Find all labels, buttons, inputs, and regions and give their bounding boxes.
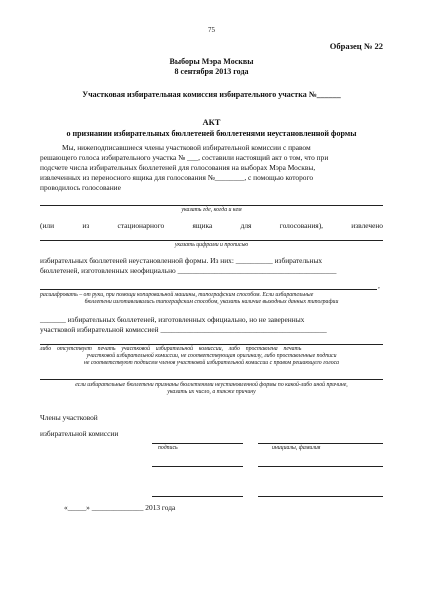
paragraph-3-line-2: бюллетеней, изготовленных неофициально ___________________________________________ [40,266,337,275]
either-fill-line [40,344,383,345]
election-date: 8 сентября 2013 года [174,67,249,76]
paragraph-4-line-1: _______ избирательных бюллетеней, изготовленных официально, но не заверенных [40,315,305,324]
hint-either-line-2: участковой избирательной комиссии, не соответствующая оригиналу, либо проставленные подписи [86,353,337,359]
p2-word: ящика [192,221,213,230]
act-date: «_____» ______________ 2013 года [64,503,176,512]
p2-word: стационарного [117,221,165,230]
members-label-line-2: избирательной комиссии [40,429,119,438]
hint-reason-line-2: указать их число, а также причину [167,389,256,395]
initials-line [258,466,383,467]
election-title: Выборы Мэра Москвы [169,57,254,66]
act-subtitle: о признании избирательных бюллетеней бюллетенями неустановленной формы [66,129,357,138]
hint-either-line-1: либо отсутствует печать участковой избирательной комиссии, либо проставлена печать [40,346,302,352]
hint-either-line-3: не соответствуют подписям членов участковой избирательной комиссии с правом решающего голоса [84,360,339,366]
paragraph-2-line [40,221,383,231]
p2-word: голосования), [279,221,323,230]
sample-label: Образец № 22 [329,41,383,51]
paragraph-1-line-1: Мы, нижеподписавшиеся члены участковой избирательной комиссии с правом [62,143,311,152]
initials-label: инициалы, фамилия [272,445,321,451]
signature-label: подпись [158,445,178,451]
hint-reason-line-1: если избирательные бюллетени признаны бюллетенями неустановленной формы по какой-либо иной причине, [75,382,348,388]
number-fill-line [40,240,383,241]
signature-line [152,443,243,444]
hint-decode-line-1: расшифровать – от руки, при помощи копировальной машины, типографским способом. Если избирательные [40,292,314,298]
members-label-line-1: Члены участковой [40,413,98,422]
decode-fill-line [40,289,377,290]
paragraph-3-comma: , [378,281,380,290]
signature-line [152,466,243,467]
paragraph-1-line-4: извлеченных из переносного ящика для голосования №________, с помощью которого [40,173,314,182]
hint-number: указать цифрами и прописью [174,242,249,248]
signature-line [152,496,243,497]
page-number: 75 [208,26,215,34]
paragraph-1-line-3: подсчете числа избирательных бюллетеней для голосования на выборах Мэра Москвы, [40,163,316,172]
p2-word: из [82,221,90,230]
hint-where: указать где, когда и кем [181,207,242,213]
act-title: АКТ [202,117,221,127]
initials-line [258,443,383,444]
p2-word: извлечено [351,221,383,230]
p2-word: для [240,221,252,230]
paragraph-4-line-2: участковой избирательной комиссией _____________________________________________ [40,325,327,334]
reason-fill-line [40,379,383,380]
hint-decode-line-2: бюллетени изготавливались типографским способом, указать наличие выходных данных типографии [84,299,339,305]
paragraph-1-line-2: решающего голоса избирательного участка № ___, составили настоящий акт о том, что при [40,153,329,162]
where-fill-line [40,205,383,206]
paragraph-3-line-1: избирательных бюллетеней неустановленной формы. Из них: __________ избирательных [40,256,323,265]
paragraph-1-line-5: проводилось голосование [40,183,121,192]
commission-heading: Участковая избирательная комиссия избирательного участка №______ [82,90,341,99]
p2-word: (или [40,221,55,230]
initials-line [258,496,383,497]
